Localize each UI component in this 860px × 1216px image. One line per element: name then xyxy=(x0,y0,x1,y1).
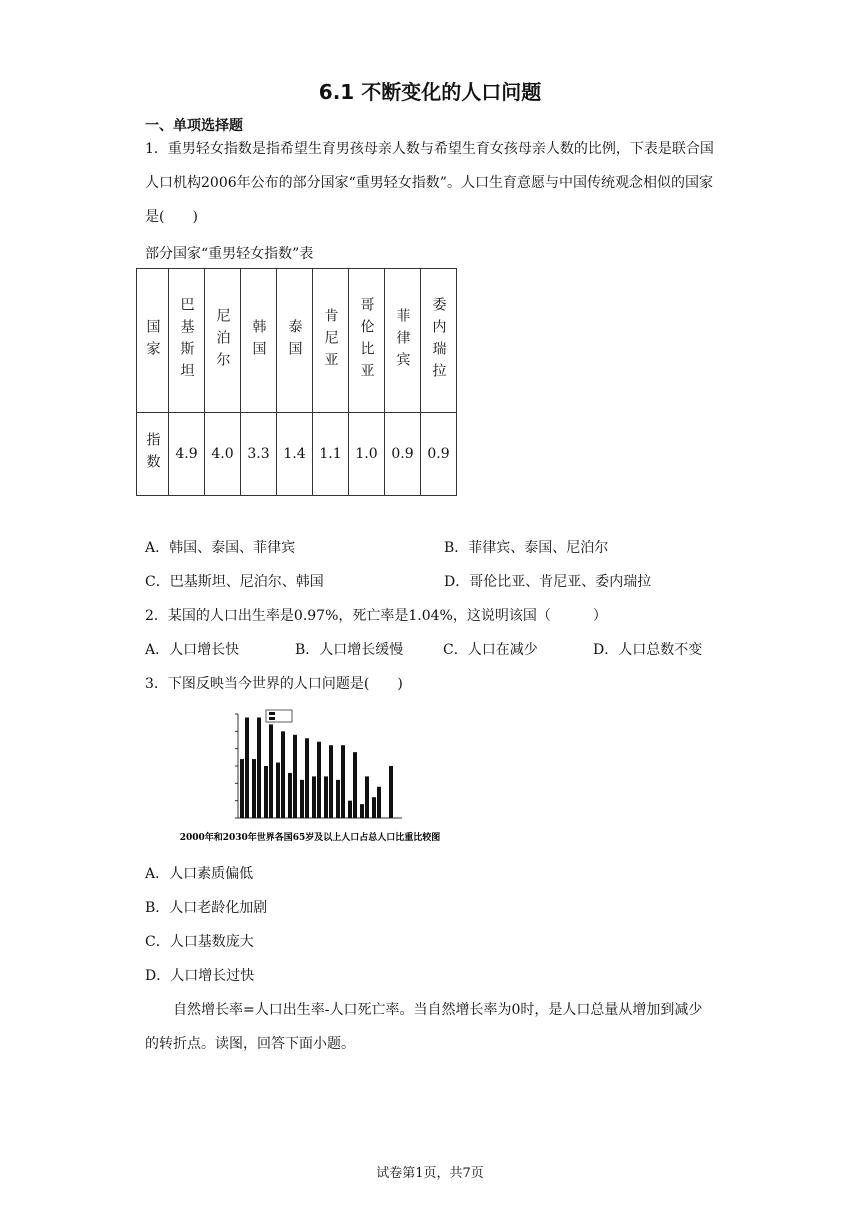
bar-series-1 xyxy=(240,759,244,818)
q3-option-a: A．人口素质偏低 xyxy=(145,866,254,882)
bar-series-1 xyxy=(312,776,316,818)
legend-swatch-1 xyxy=(269,712,275,715)
table-cell-country: 肯尼亚 xyxy=(313,269,349,413)
table-header-index: 指数 xyxy=(137,413,169,496)
bar-series-1 xyxy=(372,797,376,818)
table-header-country: 国家 xyxy=(137,269,169,413)
table-cell-index: 4.0 xyxy=(205,413,241,496)
q3-option-b: B．人口老龄化加剧 xyxy=(145,900,268,916)
table-cell-country: 哥伦比亚 xyxy=(349,269,385,413)
q3-option-c: C．人口基数庞大 xyxy=(145,934,254,950)
bar-series-2 xyxy=(305,738,309,818)
table-cell-index: 1.1 xyxy=(313,413,349,496)
chart-bars xyxy=(235,710,402,818)
bar-series-2 xyxy=(317,742,321,818)
q1-option-a: A．韩国、泰国、菲律宾 xyxy=(145,540,296,556)
bar-series-1 xyxy=(276,763,280,818)
table-cell-country: 韩国 xyxy=(241,269,277,413)
bar-series-2 xyxy=(365,776,369,818)
table-cell-country: 菲律宾 xyxy=(385,269,421,413)
table-cell-index: 3.3 xyxy=(241,413,277,496)
bar-series-1 xyxy=(252,759,256,818)
bar-series-1 xyxy=(288,773,292,818)
index-table xyxy=(136,268,457,496)
bar-series-1 xyxy=(348,801,352,818)
q2-option-d: D．人口总数不变 xyxy=(593,642,703,658)
table-cell-country: 巴基斯坦 xyxy=(169,269,205,413)
table-cell-country: 委内瑞拉 xyxy=(421,269,457,413)
bar-series-1 xyxy=(324,776,328,818)
q2-stem: 2．某国的人口出生率是0.97%，死亡率是1.04%，这说明该国（ ） xyxy=(145,608,607,624)
q3-stem: 3．下图反映当今世界的人口问题是( ) xyxy=(145,676,403,692)
section-heading: 一、单项选择题 xyxy=(145,118,243,134)
table-cell-index: 4.9 xyxy=(169,413,205,496)
legend-swatch-2 xyxy=(269,717,275,720)
table-cell-country: 泰国 xyxy=(277,269,313,413)
q2-option-b: B．人口增长缓慢 xyxy=(295,642,404,658)
table-cell-index: 0.9 xyxy=(385,413,421,496)
chart-caption: 2000年和2030年世界各国65岁及以上人口占总人口比重比较图 xyxy=(179,833,441,843)
table-cell-index: 0.9 xyxy=(421,413,457,496)
table-caption: 部分国家“重男轻女指数”表 xyxy=(145,246,314,262)
passage: 自然增长率=人口出生率-人口死亡率。当自然增长率为0时，是人口总量从增加到减少的转折点。读图，回答下面小题。 xyxy=(145,1002,703,1052)
table-cell-index: 1.0 xyxy=(349,413,385,496)
q2-option-c: C．人口在减少 xyxy=(443,642,538,658)
bar-series-2 xyxy=(281,731,285,818)
bar-series-1 xyxy=(360,804,364,818)
q2-option-a: A．人口增长快 xyxy=(145,642,240,658)
q1-option-d: D．哥伦比亚、肯尼亚、委内瑞拉 xyxy=(444,574,652,590)
bar-series-1 xyxy=(264,766,268,818)
q1-option-c: C．巴基斯坦、尼泊尔、韩国 xyxy=(145,574,324,590)
page-footer: 试卷第1页，共7页 xyxy=(376,1166,484,1181)
bar-series-2 xyxy=(257,717,261,818)
bar-series-2 xyxy=(389,766,393,818)
bar-series-2 xyxy=(329,745,333,818)
bar-series-2 xyxy=(353,752,357,818)
q1-stem: 1．重男轻女指数是指希望生育男孩母亲人数与希望生育女孩母亲人数的比例，下表是联合国人口机构2006年公布的部分国家“重男轻女指数”。人口生育意愿与中国传统观念相似的国家是( ) xyxy=(145,141,714,225)
legend-box xyxy=(266,710,292,722)
table-row-indices xyxy=(137,413,457,496)
q1-option-b: B．菲律宾、泰国、尼泊尔 xyxy=(444,540,609,556)
table-cell-index: 1.4 xyxy=(277,413,313,496)
bar-series-1 xyxy=(336,780,340,818)
bar-series-2 xyxy=(269,724,273,818)
bar-series-1 xyxy=(300,780,304,818)
bar-series-2 xyxy=(293,735,297,818)
page-title: 6.1 不断变化的人口问题 xyxy=(318,80,542,104)
ageing-bar-chart xyxy=(150,706,470,848)
q3-option-d: D．人口增长过快 xyxy=(145,968,255,984)
bar-series-2 xyxy=(341,745,345,818)
bar-series-2 xyxy=(377,787,381,818)
table-cell-country: 尼泊尔 xyxy=(205,269,241,413)
table-row-countries xyxy=(137,269,457,413)
bar-series-2 xyxy=(245,717,249,818)
